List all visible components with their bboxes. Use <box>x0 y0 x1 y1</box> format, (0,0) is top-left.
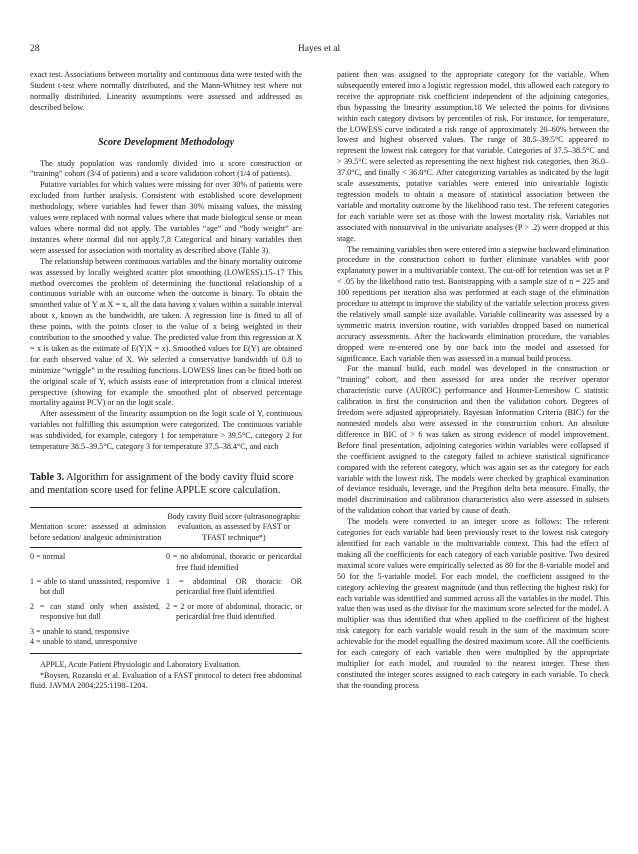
page-number: 28 <box>30 44 40 54</box>
left-column <box>30 70 302 692</box>
table-cell: 4 = unable to stand, unresponsive <box>30 637 138 647</box>
table-col-header-fluid: Body cavity fluid score (ultrasonographic evaluation, as assessed by FAST or TFAST technique*) <box>167 512 301 542</box>
table-cell: 1 = able to stand unassisted, responsive but dull <box>30 577 160 597</box>
paragraph: The models were converted to an integer score as follows: The referent categories for each variable had been previously reset to the lowest risk category identified for each variable in the multivariable context. This had the effect of making all the coefficients for each category of each variable positive. Two desired maximal score values were empirically selected as 80 for the 8-variable model and 50 for the 5-variable model. For each model, the coefficient assigned to the category achieving the greatest magnitude (and thus reflecting the highest risk) for each variable was identified and summed across all the variables in the model. This value then was used as the divisor for the maximum score selected for the model. A multiplier was thus identified that when applied to the coefficient of the highest risk category for each variable would result in the sum of the maximum score achievable for the model equalling the desired maximum score. All the coefficients for each category of each variable then were multiplied by the appropriate multiplier for each model, and rounded to the nearest integer. These then constituted the integer scores assigned to each category in each variable. To check that the rounding process <box>337 517 609 690</box>
paragraph: patient then was assigned to the appropriate category for the variable. When subsequently entered into a logistic regression model, this allowed each category to receive the appropriate risk coefficient independent of the adjoining categories, thus bypassing the linearity assumption.18 We selected the points for divisions within each category divisors by percentiles of risk. For instance, for temperature, the LOWESS curve indicated a risk range of approximately 20–60% between the lowest and highest observed values. The range of 38.5–39.5°C appeared to represent the lowest risk category for that variable. Categories of 37.5–38.5°C and > 39.5°C were selected as representing the next highest risk categories, then 36.0–37.0°C, and finally < 36.0°C. After categorizing variables as indicated by the logit scale assessments, putative variables were entered into univariable logistic regression models to obtain a measure of statistical association between the variable and mortality outcome by the likelihood ratio test. The referent categories for each variable were set as those with the lowest mortality risk. Variables not associated with nonsurvival in the univariate analyses (P > .2) were dropped at this stage. <box>337 70 609 243</box>
table-header <box>30 508 302 548</box>
table-cell: 0 = no abdominal, thoracic or pericardial free fluid identified <box>166 552 302 572</box>
table-label: Table 3. <box>30 472 65 483</box>
paragraph: The relationship between continuous variables and the binary mortality outcome was assessed by locally weighted scatter plot smoothing (LOWESS).15–17 This method overcomes the problem of determining the functional relationship of a continuous variable with an outcome when the outcome is binary. To obtain the smoothed value of Y at X = x, all the data having x values within a suitable interval about x, known as the bandwidth, are taken. A regression line is fitted to all of these points, with the points closer to the value of x being weighted in their contribution to the smoothed y value. The predicted value from this regression at X = x is taken as the estimate of E(Y|X = x). Smoothed values for E(Y) are obtained for each observed value of X. We selected a conservative bandwidth of 0.8 to minimize “wriggle” in the resulting functions. LOWESS lines can be fitted both on the original scale of Y, which assists ease of interpretation from a clinical interest perspective (showing for example the smoothed plot of observed percentage mortality against PCV) or on the logit scale. <box>30 256 302 408</box>
table-cell: 1 = abdominal OR thoracic OR pericardial free fluid identified <box>166 577 302 597</box>
running-head: Hayes et al <box>297 44 341 54</box>
table-row <box>30 552 302 573</box>
table-cell <box>166 627 302 637</box>
table-row <box>30 577 302 598</box>
paragraph-intro: exact test. Associations between mortality and continuous data were tested with the Student t-test where normally distributed, and the Mann-Whitney test where not normally distributed. Linearity assumptions were assessed and addressed as described below. <box>30 70 302 112</box>
table-row <box>30 602 302 623</box>
table-footnote: *Boysen, Rozanski et al. Evaluation of a FAST protocol to detect free abdominal fluid. JAVMA 2004;225:1198–1204. <box>30 670 302 691</box>
table-footnote: APPLE, Acute Patient Physiologic and Laboratory Evaluation. <box>40 660 241 670</box>
table-footnotes <box>30 660 302 691</box>
paragraph: Putative variables for which values were missing for over 30% of patients were excluded from further analysis. Consistent with established score development methodology, where variables had fewer than 30% missing values, the missing values were replaced with normal values where that made biological sense or mean values where normal did not apply. The variables “age” and “body weight” are instances where normal did not apply.7,8 Categorical and binary variables then were assessed for association with mortality as described above (Table 3). <box>30 180 302 255</box>
table-row <box>30 627 302 637</box>
paragraph: The study population was randomly divided into a score construction or “training” cohort (3/4 of patients) and a score validation cohort (1/4 of patients). <box>30 158 302 179</box>
table-caption-text: Algorithm for assignment of the body cavity fluid score and mentation score used for feline APPLE score calculation. <box>30 472 294 496</box>
table-body <box>30 548 302 653</box>
table-cell: 2 = can stand only when assisted, responsive but dull <box>30 601 160 622</box>
table-row <box>30 637 302 647</box>
table-3 <box>30 507 302 654</box>
table-cell: 3 = unable to stand, responsive <box>30 626 130 636</box>
paragraph: The remaining variables then were entered into a stepwise backward elimination procedure in the construction cohort to further eliminate variables with poor explanatory power in a multivariable context. The cut-off for retention was set at P < .05 by the likelihood ratio test. Bootstrapping with a sample size of n = 225 and 100 repetitions per iteration also was performed at each stage of the elimination procedure to attempt to improve the stability of the variable selection process given the relatively small sample size available. Variable collinearity was assessed by a symmetric matrix inversion routine, with variables dropped based on numerical accuracy assessments. After the backwards elimination procedure, the variables dropped were re-entered one by one back into the model and assessed for significance. Each variable then was assessed in a manual build process. <box>337 244 609 363</box>
right-column <box>337 70 609 692</box>
paragraph: For the manual build, each model was developed in the construction or “training” cohort, and then assessed for area under the receiver operator characteristic curve (AUROC) performance and Hosmer-Lemeshow C statistic calibration in first the construction and then the validation cohort. Degrees of freedom were adjusted appropriately. Bayesian Information Criteria (BIC) for the nonnested models also were assessed in the construction cohort. An absolute difference in BIC of > 6 was taken as strong evidence of model improvement. Before final presentation, adjoining categories within variables were collapsed if the coefficient assigned to the category failed to achieve statistical significance compared with the referent category, which was again set as the category for each variable with the lowest risk. The models were checked by graphical examination of deviance residuals, leverage, and the Pregibon delta beta measure. Finally, the model discrimination and calibration characteristics also were assessed in subsets of the validation cohort that varied by cause of death. <box>337 364 609 516</box>
page-header <box>30 44 608 58</box>
table-caption <box>30 471 302 497</box>
table-cell: 0 = normal <box>30 552 66 562</box>
table-cell: 2 = 2 or more of abdominal, thoracic, or pericardial free fluid identified <box>166 601 302 622</box>
section-heading: Score Development Methodology <box>97 136 235 148</box>
paragraph: After assessment of the linearity assumption on the logit scale of Y, continuous variables not fulfilling this assumption were categorized. The continuous variable was subdivided, for example, category 1 for temperature > 39.5°C, category 2 for temperature 38.5–39.5°C, category 3 for temperature 37.5–38.4°C, and each <box>30 409 302 452</box>
table-cell <box>166 637 302 647</box>
table-col-header-mentation: Mentation score: assessed at admission before sedation/ analgesic administration <box>30 522 166 542</box>
